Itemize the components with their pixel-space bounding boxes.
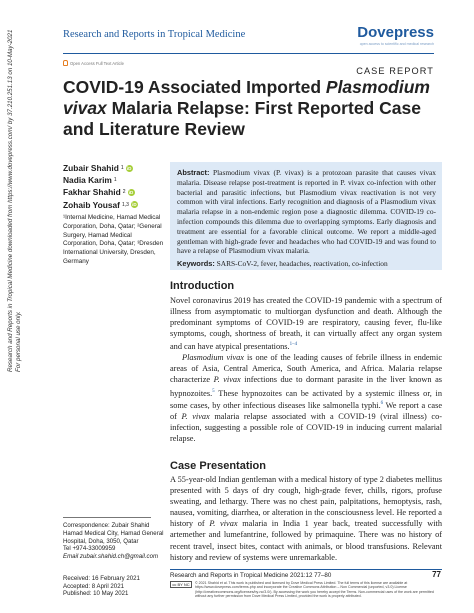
author-affiliation-mark: 1,3: [121, 201, 129, 208]
open-access-label: Open Access Full Text Article: [70, 60, 124, 66]
section-heading-case-presentation: Case Presentation: [170, 460, 266, 472]
intro-species: P. vivax: [213, 375, 241, 385]
download-notice-line1: Research and Reports in Tropical Medicine downloaded from https://www.dovepress.com/ by 37.210.251.13 on 10-May-2021: [7, 29, 14, 372]
intro-species: Plasmodium vivax: [182, 353, 244, 363]
publisher-name: Dovepress: [357, 24, 434, 41]
keywords: [177, 259, 436, 269]
case-text: malaria in India 1 year back, treated successfully with artemether and lumefantrine, followed by primaquine. There was no history of recent travel, insect bites, contact with animals, or blood transfusions. Relevant history and review of systems were unremarkable.: [170, 519, 443, 562]
intro-text: is one of the leading causes of febrile illness in endemic areas of Asia, Central America, South America, and Africa. Malaria relapse characterize: [170, 353, 443, 385]
correspondence-address: Hamad Medical City, Hamad General Hospital, Doha, 3050, Qatar: [63, 529, 164, 545]
intro-text: These hypnozoites can be activated by a systemic illness or, in some cases, by other infectious diseases like salmonella typhi.: [170, 388, 442, 411]
correspondence-phone: Tel +974-33009959: [63, 545, 116, 553]
correspondence-email[interactable]: Email zubair.shahid.ch@gmail.com: [63, 553, 159, 561]
citation-ref[interactable]: 6: [380, 401, 384, 407]
introduction-paragraph-2: [170, 352, 442, 444]
author-name: Zubair Shahid: [63, 163, 119, 173]
intro-text: malaria relapse associated with a COVID-19 (viral illness) co-infection, suggesting a possible role of COVID-19 in inducing current malarial relapse.: [170, 412, 442, 444]
title-species: Plasmodium vivax: [63, 77, 430, 118]
title-part2: Malaria Relapse: First Reported Case and Literature Review: [63, 98, 421, 139]
abstract-text: [177, 168, 436, 256]
case-species: P. vivax: [209, 519, 238, 529]
abstract-body: Plasmodium vivax (P. vivax) is a protozoan parasite that causes vivax malaria. Disease relapse post-treatment is reported in P. vivax co-infection with other bacterial and parasitic infections, but Plasmodium vivax reactivation is not very common with viral infections. Early recognition and diagnosis of a Plasmodium vivax malaria relapse in a non-endemic region pose a diagnostic dilemma. COVID-19 co-infection compounds this dilemma due to overlapping symptoms. Early diagnosis and treatment are essential for a favorable clinical outcome. We report a middle-aged gentleman with high-grade fever and headaches who had COVID-19 and was found to have a relapse of Plasmodium vivax malaria.: [177, 168, 436, 256]
date-received: Received: 16 February 2021: [63, 575, 140, 582]
orcid-icon[interactable]: iD: [128, 190, 134, 195]
author-affiliation-mark: 2: [122, 189, 126, 196]
download-notice: [7, 30, 23, 372]
keywords-list: SARS-CoV-2, fever, headaches, reactivation, co-infection: [214, 259, 388, 269]
journal-name: Research and Reports in Tropical Medicine: [63, 29, 246, 40]
author-affiliation-mark: 1: [113, 177, 117, 184]
download-notice-line2: For personal use only.: [15, 311, 22, 372]
header-rule: [63, 53, 434, 54]
footer-citation[interactable]: Research and Reports in Tropical Medicine 2021:12 77–80: [170, 572, 332, 579]
creative-commons-icon[interactable]: cc BY NC: [170, 581, 192, 588]
article-type: CASE REPORT: [356, 66, 434, 76]
citation-ref[interactable]: 5: [212, 388, 215, 394]
intro-text: infections due to dormant parasite in the liver known as hypnozoites.: [170, 375, 443, 398]
orcid-icon[interactable]: iD: [126, 165, 132, 171]
author-name: Zohaib Yousaf: [63, 199, 120, 210]
open-access-line: [63, 60, 124, 66]
date-published: Published: 10 May 2021: [63, 590, 129, 598]
introduction-body: [170, 295, 442, 445]
case-presentation-body: [170, 474, 442, 563]
keywords-label: Keywords:: [177, 259, 215, 269]
license-text: © 2021 Shahid et al. This work is published and licensed by Dove Medical Press Limited. The full terms of this license are available at https://www.dovepress.com/terms.php and incorporate the Creative Commons Attribution – Non Commercial (unported, v3.0) License (http://creativecommons.org/licenses/by-nc/3.0/). By accessing the work you hereby accept the Terms. Non-commercial uses of the work are permitted without any further permission from Dove Medical Press Limited, provided the work is properly attributed.: [195, 581, 434, 598]
author[interactable]: [63, 174, 138, 186]
abstract-label: Abstract:: [177, 168, 210, 177]
license-block: [170, 581, 442, 598]
case-text: A 55-year-old Indian gentleman with a medical history of type 2 diabetes mellitus presented with 5 days of dry cough, high-grade fever, chills, rigors, profuse sweating, and lethargy. There was no chest pain, palpitations, hemoptysis, rash, nausea, vomiting, diarrhea, or alteration in the consciousness level. He reported a history of: [170, 475, 442, 529]
affiliations: ¹Internal Medicine, Hamad Medical Corporation, Doha, Qatar; ²General Surgery, Hamad Medical Corporation, Doha, Qatar; ³Dresden International University, Dresden, Germany: [63, 214, 164, 265]
author[interactable]: [63, 199, 138, 211]
orcid-icon[interactable]: iD: [132, 202, 137, 208]
publisher-logo[interactable]: [357, 24, 434, 46]
section-heading-introduction: Introduction: [170, 280, 235, 292]
author-affiliation-mark: 1: [120, 165, 124, 171]
author-list: [63, 162, 138, 211]
author[interactable]: [63, 162, 138, 174]
intro-species: P. vivax: [181, 412, 210, 422]
author-name: Nadia Karim: [63, 175, 112, 186]
abstract-box: [170, 162, 442, 270]
article-dates: [63, 575, 140, 598]
publisher-tagline: open access to scientific and medical research: [359, 42, 434, 46]
correspondence: [63, 522, 173, 561]
title-part1: COVID-19 Associated Imported: [63, 77, 326, 97]
correspondence-divider: [63, 517, 151, 518]
date-accepted: Accepted: 8 April 2021: [63, 582, 124, 590]
introduction-paragraph-1: [170, 295, 442, 352]
article-title: [63, 77, 443, 140]
author-name: Fakhar Shahid: [63, 187, 121, 198]
intro-text: Novel coronavirus 2019 has created the COVID-19 pandemic with a spectrum of illness from asymptomatic to multiorgan dysfunction and death. Although the predominant symptoms of COVID-19 are respiratory, causing fever, flu-like symptoms, cough, shortness of breath, it can virtually affect any organ system and can have atypical presentations.: [170, 296, 442, 352]
case-paragraph: [170, 474, 442, 563]
open-access-lock-icon: [63, 60, 68, 66]
author[interactable]: [63, 186, 138, 198]
footer-rule: [170, 569, 442, 570]
citation-ref[interactable]: 1–4: [289, 342, 298, 348]
intro-text: We report a case of: [170, 401, 442, 422]
correspondence-name: Correspondence: Zubair Shahid: [63, 522, 150, 529]
page-number: 77: [432, 570, 441, 579]
